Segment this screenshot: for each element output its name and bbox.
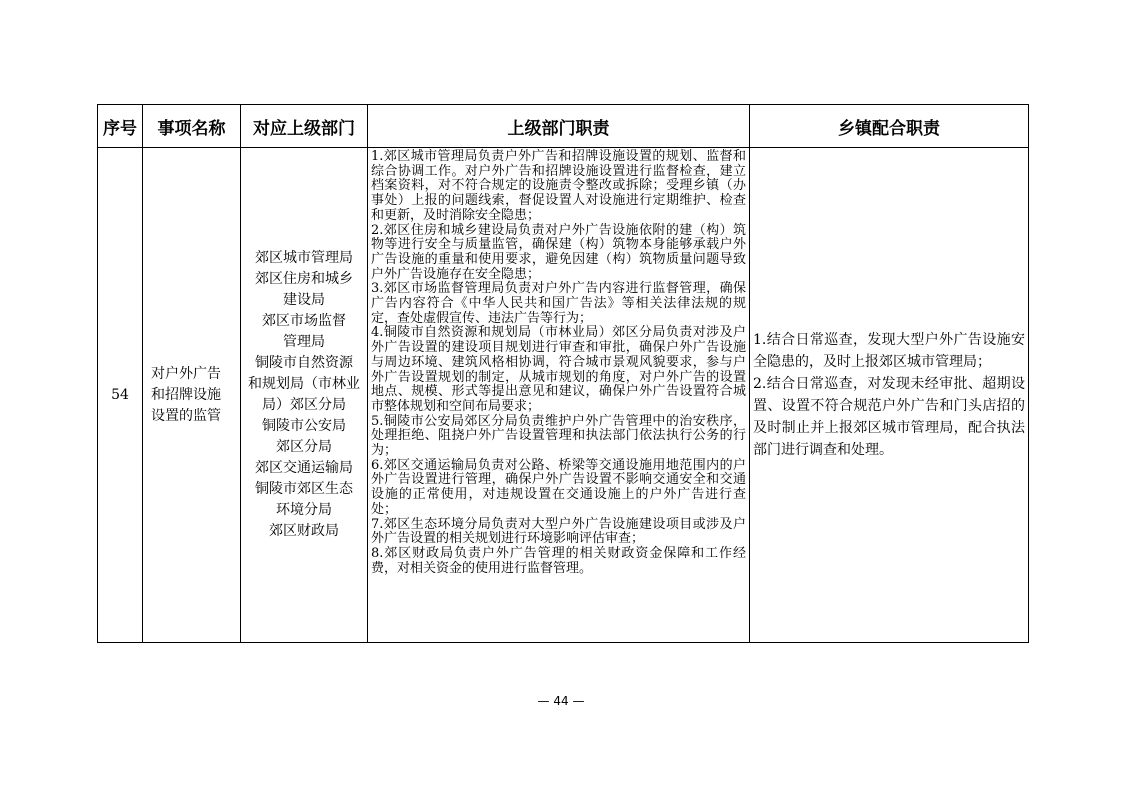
town-duty-item: 2.结合日常巡查，对发现未经审批、超期设置、设置不符合规范户外广告和门头店招的及时制止并上报郊区城市管理局，配合执法部门进行调查和处理。 — [753, 376, 1025, 458]
dept-line: 和规划局（市林业 — [248, 376, 360, 392]
cell-departments — [241, 148, 368, 643]
header-seq: 序号 — [98, 105, 143, 148]
duty-item: 3.郊区市场监督管理局负责对户外广告内容进行监督管理，确保广告内容符合《中华人民共和国广告法》等相关法律法规的规定，查处虚假宣传、违法广告等行为； — [371, 281, 746, 326]
dept-line: 局）郊区分局 — [262, 397, 346, 413]
duty-item: 7.郊区生态环境分局负责对大型户外广告设施建设项目或涉及户外广告设置的相关规划进行环境影响评估审查； — [371, 516, 746, 547]
cell-item-name — [143, 148, 241, 643]
page-number: — 44 — — [537, 694, 585, 708]
header-superior-duties: 上级部门职责 — [368, 105, 750, 148]
dept-line: 郊区市场监督 — [262, 313, 346, 329]
cell-seq: 54 — [98, 148, 143, 643]
dept-line: 铜陵市公安局 — [262, 418, 346, 434]
town-duty-item: 1.结合日常巡查，发现大型户外广告设施安全隐患的，及时上报郊区城市管理局； — [753, 332, 1025, 370]
dept-line: 铜陵市郊区生态 — [255, 481, 353, 497]
dept-line: 郊区分局 — [276, 439, 332, 455]
item-name-line: 对户外广告 — [151, 365, 221, 382]
duty-item: 1.郊区城市管理局负责户外广告和招牌设施设置的规划、监督和综合协调工作。对户外广告和招牌设施设置进行监督检查，建立档案资料，对不符合规定的设施责令整改或拆除；受理乡镇（办事处）上报的问题线索，督促设置人对设施进行定期维护、检查和更新，及时消除安全隐患； — [371, 149, 746, 223]
item-name-line: 和招牌设施 — [151, 386, 221, 403]
dept-line: 郊区城市管理局 — [255, 250, 353, 266]
dept-line: 建设局 — [283, 292, 325, 308]
duty-item: 6.郊区交通运输局负责对公路、桥梁等交通设施用地范围内的户外广告设置进行管理，确保户外广告设置不影响交通安全和交通设施的正常使用，对违规设置在交通设施上的户外广告进行查处； — [371, 457, 746, 517]
item-name-line: 设置的监管 — [151, 407, 221, 424]
duty-item: 4.铜陵市自然资源和规划局（市林业局）郊区分局负责对涉及户外广告设置的建设项目规划进行审查和审批，确保户外广告设施与周边环境、建筑风格相协调，符合城市景观风貌要求，参与户外广告设置规划的制定，从城市规划的角度，对户外广告的设置地点、规模、形式等提出意见和建议，确保户外广告设置符合城市整体规划和空间布局要求； — [371, 325, 746, 414]
header-item-name: 事项名称 — [143, 105, 241, 148]
dept-line: 铜陵市自然资源 — [255, 355, 353, 371]
duty-item: 2.郊区住房和城乡建设局负责对户外广告设施依附的建（构）筑物等进行安全与质量监管，确保建（构）筑物本身能够承载户外广告设施的重量和使用要求，避免因建（构）筑物质量问题导致户外广告设施存在安全隐患； — [371, 222, 746, 282]
dept-line: 郊区交通运输局 — [255, 460, 353, 476]
dept-line: 郊区住房和城乡 — [255, 271, 353, 287]
header-town-duties: 乡镇配合职责 — [750, 105, 1029, 148]
cell-town-duties — [750, 148, 1029, 643]
duty-item: 5.铜陵市公安局郊区分局负责维护户外广告管理中的治安秩序，处理拒绝、阻挠户外广告设置管理和执法部门依法执行公务的行为； — [371, 413, 746, 459]
dept-line: 环境分局 — [276, 502, 332, 518]
table-row — [98, 148, 1029, 643]
header-dept: 对应上级部门 — [241, 105, 368, 148]
dept-line: 管理局 — [283, 334, 325, 350]
table-header-row — [98, 105, 1029, 148]
cell-superior-duties — [368, 148, 750, 643]
dept-line: 郊区财政局 — [269, 523, 339, 539]
duty-item: 8.郊区财政局负责户外广告管理的相关财政资金保障和工作经费，对相关资金的使用进行监督管理。 — [371, 545, 746, 576]
duty-table — [97, 104, 1029, 643]
